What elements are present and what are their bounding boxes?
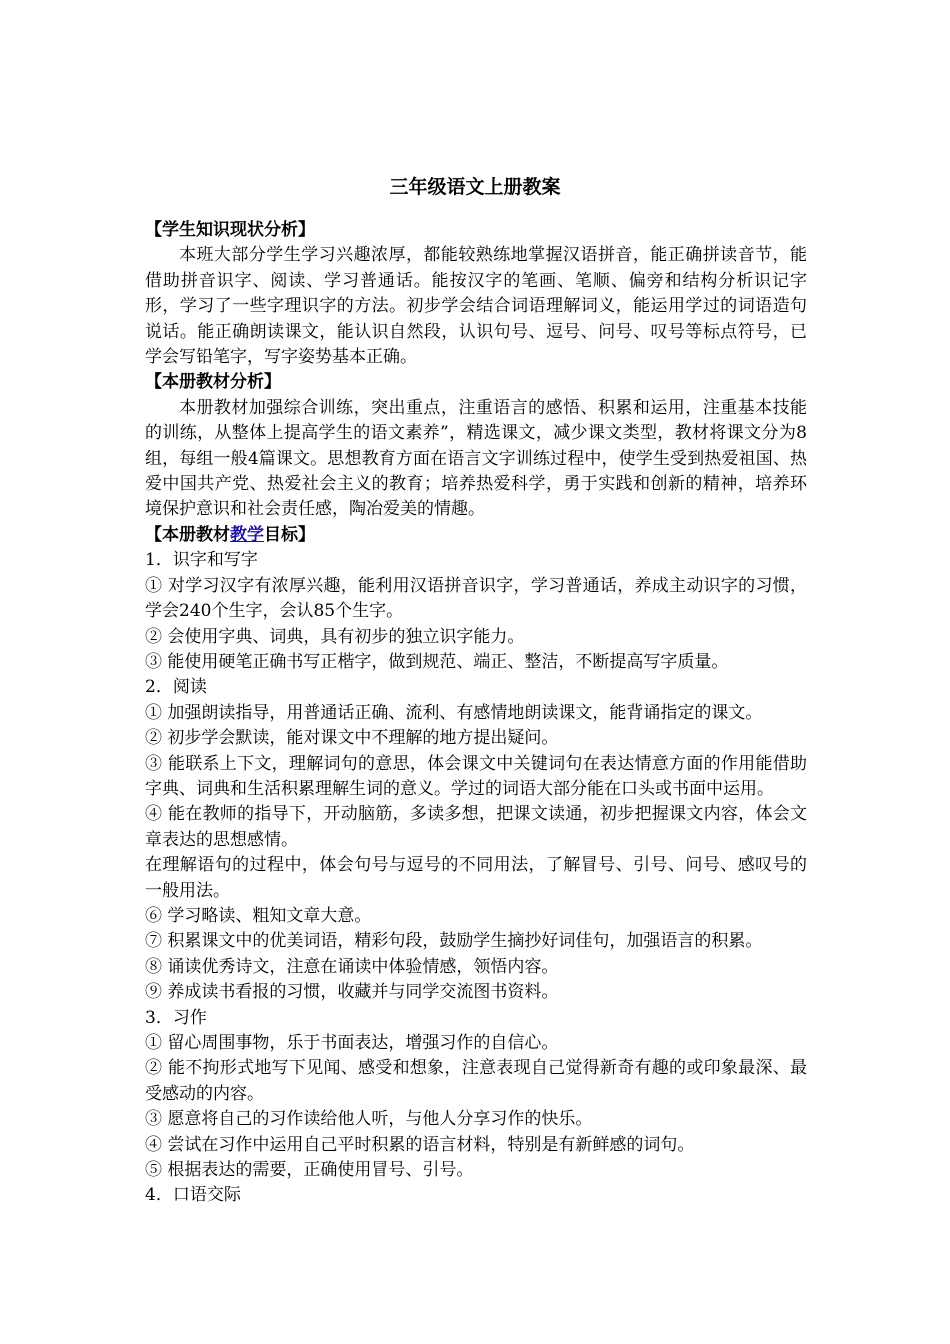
goals-heading-post: 目标】	[264, 524, 315, 545]
goal-item: 在理解语句的过程中，体会句号与逗号的不同用法，了解冒号、引号、问号、感叹号的一般用法。	[145, 855, 807, 901]
goal-item: ⑧ 诵读优秀诗文，注意在诵读中体验情感，领悟内容。	[145, 956, 559, 977]
section-heading-student-analysis: 【学生知识现状分析】	[145, 220, 315, 240]
goal-item: ③ 能使用硬笔正确书写正楷字，做到规范、端正、整洁，不断提高写字质量。	[145, 651, 729, 672]
goal-item: ① 对学习汉字有浓厚兴趣，能利用汉语拼音识字，学习普通话，养成主动识字的习惯，学会240个生字，会认85个生字。	[145, 575, 807, 622]
document-body	[145, 218, 807, 1209]
goal-item: ② 初步学会默读，能对课文中不理解的地方提出疑问。	[145, 728, 559, 749]
section-heading-teaching-goals	[145, 523, 807, 548]
document-title: 三年级语文上册教案	[389, 176, 561, 198]
goal-item: ④ 尝试在习作中运用自己平时积累的语言材料，特别是有新鲜感的词句。	[145, 1134, 695, 1155]
goals-heading-pre: 【本册教材	[145, 524, 230, 545]
goal-label: 2．阅读	[145, 677, 207, 698]
goal-label: 1．识字和写字	[145, 550, 258, 571]
goal-item: ⑥ 学习略读、粗知文章大意。	[145, 905, 372, 926]
goal-item: ① 留心周围事物，乐于书面表达，增强习作的自信心。	[145, 1033, 559, 1053]
goal-item: ③ 愿意将自己的习作读给他人听，与他人分享习作的快乐。	[145, 1109, 593, 1130]
goal-item: ⑤ 根据表达的需要，正确使用冒号、引号。	[145, 1160, 474, 1181]
goal-item: ② 能不拘形式地写下见闻、感受和想象，注意表现自己觉得新奇有趣的或印象最深、最受感动的内容。	[145, 1058, 807, 1104]
goal-label: 3．习作	[145, 1007, 207, 1028]
teaching-link[interactable]: 教学	[230, 524, 264, 545]
goal-item: ② 会使用字典、词典，具有初步的独立识字能力。	[145, 626, 525, 647]
section-heading-textbook-analysis: 【本册教材分析】	[145, 372, 281, 393]
section-paragraph-student-analysis: 本班大部分学生学习兴趣浓厚，都能较熟练地掌握汉语拼音，能正确拼读音节，能借助拼音识字、阅读、学习普通话。能按汉字的笔画、笔顺、偏旁和结构分析识记字形，学习了一些字理识字的方法。初步学会结合词语理解词义，能运用学过的词语造句说话。能正确朗读课文，能认识自然段，认识句号、逗号、问号、叹号等标点符号，已学会写铅笔字，写字姿势基本正确。	[145, 245, 807, 368]
goal-item: ③ 能联系上下文，理解词句的意思，体会课文中关键词句在表达情意方面的作用能借助字典、词典和生活积累理解生词的意义。学过的词语大部分能在口头或书面中运用。	[145, 753, 807, 799]
goal-label: 4．口语交际	[145, 1185, 241, 1206]
goal-item: ⑨ 养成读书看报的习惯，收藏并与同学交流图书资料。	[145, 982, 559, 1003]
goal-item: ⑦ 积累课文中的优美词语，精彩句段，鼓励学生摘抄好词佳句，加强语言的积累。	[145, 931, 763, 952]
goal-item: ① 加强朗读指导，用普通话正确、流利、有感情地朗读课文，能背诵指定的课文。	[145, 702, 763, 723]
goal-item: ④ 能在教师的指导下，开动脑筋，多读多想，把课文读通，初步把握课文内容，体会文章表达的思想感情。	[145, 804, 807, 850]
section-paragraph-textbook-analysis: 本册教材加强综合训练，突出重点，注重语言的感悟、积累和运用，注重基本技能的训练，从整体上提高学生的语文素养”，精选课文，减少课文类型，教材将课文分为8组，每组一般4篇课文。思想教育方面在语言文字训练过程中，使学生受到热爱祖国、热爱中国共产党、热爱社会主义的教育；培养热爱科学，勇于实践和创新的精神，培养环境保护意识和社会责任感，陶冶爱美的情趣。	[145, 397, 807, 520]
